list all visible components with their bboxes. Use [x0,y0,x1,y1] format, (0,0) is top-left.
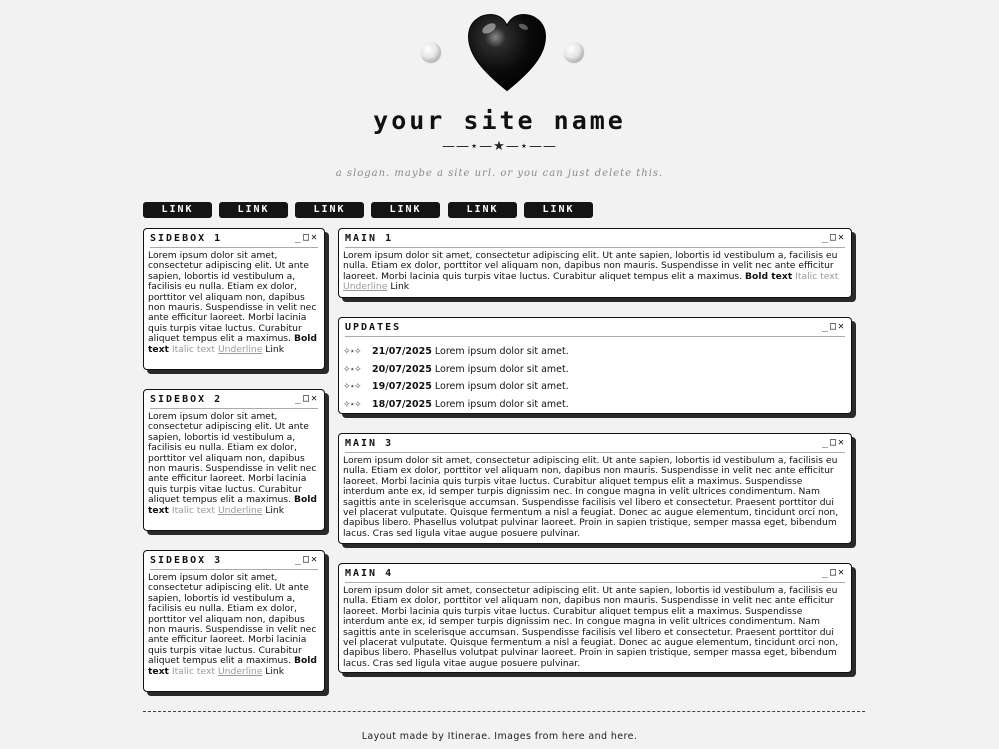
underline-text: Underline [217,343,263,355]
window-controls [821,567,845,579]
text-link[interactable]: Link [265,343,285,355]
update-date: 18/07/2025 [372,398,432,410]
update-item [343,378,845,396]
sidebox-content [148,573,318,677]
maximize-icon[interactable]: □ [829,321,837,332]
update-text: Lorem ipsum dolor sit amet. [434,346,569,357]
pearl-right-icon [564,42,584,62]
window-controls [294,393,318,405]
sparkle-icon: ✧⋆✧ [343,347,361,357]
bold-text: Bold text [148,655,317,677]
sidebox-titlebar [150,555,318,570]
main-3 [338,433,852,544]
window-controls [821,321,845,333]
sidebox-title: SIDEBOX 2 [150,394,223,405]
update-item [343,343,845,361]
main-title: MAIN 4 [345,568,394,579]
sparkle-icon: ✧⋆✧ [343,399,361,410]
minimize-icon[interactable]: _ [821,321,829,332]
star-divider: ——⋆—★—⋆—— [442,139,557,154]
underline-text: Underline [217,504,263,516]
main-text: Lorem ipsum dolor sit amet, consectetur adipiscing elit. Ut ante sapien, lobortis id vestibulum a, facilisis eu nulla. Etiam ex dolor, porttitor vel aliquam non, dapibus non mauris. Suspendisse in velit nec ante efficitur laoreet. Morbi lacinia quis turpis vitae luctus. Curabitur aliquet tempus elit a maximus. Suspendisse interdum ante ex, id semper turpis dignissim nec. In congue magna in velit ultrices condimentum. Nam sagittis ante in scelerisque accumsan. Suspendisse facilisis vel libero et consectetur. Praesent porttitor dui vel placerat vulputate. Quisque fermentum a nisl a feugiat. Donec ac augue elementum, tincidunt orci non, dapibus libero. Phasellus volutpat pulvinar laoreet. Proin in sapien tristique, semper massa eget, bibendum lacus. Cras sed ligula vitae augue posuere pulvinar. [343,455,839,539]
update-text: Lorem ipsum dolor sit amet. [434,398,569,410]
main-content [343,456,845,539]
bold-text: Bold text [148,333,317,355]
maximize-icon[interactable]: □ [829,567,837,578]
sidebox-title: SIDEBOX 1 [150,233,223,244]
footer-divider [143,711,865,712]
minimize-icon[interactable]: _ [821,567,829,578]
update-item [343,396,845,414]
close-icon[interactable]: ✕ [837,321,845,332]
update-date: 20/07/2025 [372,363,432,375]
main-title: MAIN 3 [345,438,394,449]
italic-text: Italic text [795,270,839,282]
maximize-icon[interactable]: □ [302,393,310,404]
close-icon[interactable]: ✕ [310,393,318,404]
minimize-icon[interactable]: _ [821,232,829,243]
update-date: 21/07/2025 [372,346,432,357]
sidebox-1 [143,228,325,370]
pearl-left-icon [421,42,441,62]
bold-text: Bold text [148,494,317,516]
sidebox-text: Lorem ipsum dolor sit amet, consectetur adipiscing elit. Ut ante sapien, lobortis id vestibulum a, facilisis eu nulla. Etiam ex dolor, porttitor vel aliquam non, dapibus non mauris. Suspendisse in velit nec ante efficitur laoreet. Morbi lacinia quis turpis vitae luctus. Curabitur aliquet tempus elit a maximus. [148,572,317,667]
sidebox-content [148,412,318,516]
site-slogan: a slogan. maybe a site url. or you can just delete this. [335,168,664,179]
text-link[interactable]: Link [265,665,285,677]
nav-link-3[interactable]: LINK [295,202,364,218]
update-text: Lorem ipsum dolor sit amet. [434,363,569,375]
text-link[interactable]: Link [390,281,410,293]
close-icon[interactable]: ✕ [310,232,318,243]
sidebox-text: Lorem ipsum dolor sit amet, consectetur adipiscing elit. Ut ante sapien, lobortis id vestibulum a, facilisis eu nulla. Etiam ex dolor, porttitor vel aliquam non, dapibus non mauris. Suspendisse in velit nec ante efficitur laoreet. Morbi lacinia quis turpis vitae luctus. Curabitur aliquet tempus elit a maximus. [148,250,317,345]
nav-link-5[interactable]: LINK [448,202,517,218]
sidebox-text: Lorem ipsum dolor sit amet, consectetur adipiscing elit. Ut ante sapien, lobortis id vestibulum a, facilisis eu nulla. Etiam ex dolor, porttitor vel aliquam non, dapibus non mauris. Suspendisse in velit nec ante efficitur laoreet. Morbi lacinia quis turpis vitae luctus. Curabitur aliquet tempus elit a maximus. [148,411,317,506]
window-controls [294,232,318,244]
site-title: your site name [373,106,626,135]
sidebox-content [148,251,318,355]
sidebox-3 [143,550,325,692]
italic-text: Italic text [171,665,216,677]
updates-title: UPDATES [345,322,402,333]
sidebox-title: SIDEBOX 3 [150,555,223,566]
minimize-icon[interactable]: _ [294,393,302,404]
underline-text: Underline [343,281,388,293]
maximize-icon[interactable]: □ [829,232,837,243]
update-text: Lorem ipsum dolor sit amet. [434,381,569,392]
sidebox-titlebar [150,394,318,409]
main-1 [338,228,852,298]
window-controls [294,554,318,566]
main-title: MAIN 1 [345,233,394,244]
main-content [343,586,845,669]
main-titlebar [345,568,845,583]
underline-text: Underline [217,665,263,677]
updates-box [338,317,852,414]
italic-text: Italic text [171,504,216,516]
sidebox-titlebar [150,233,318,248]
nav-link-6[interactable]: LINK [524,202,593,218]
bold-text: Bold text [745,270,793,282]
main-text: Lorem ipsum dolor sit amet, consectetur adipiscing elit. Ut ante sapien, lobortis id vestibulum a, facilisis eu nulla. Etiam ex dolor, porttitor vel aliquam non, dapibus non mauris. Suspendisse in velit nec ante efficitur laoreet. Morbi lacinia quis turpis vitae luctus. Curabitur aliquet tempus elit a maximus. Suspendisse interdum ante ex, id semper turpis dignissim nec. In congue magna in velit ultrices condimentum. Nam sagittis ante in scelerisque accumsan. Suspendisse facilisis vel libero et consectetur. Praesent porttitor dui vel placerat vulputate. Quisque fermentum a nisl a feugiat. Donec ac augue elementum, tincidunt orci non, dapibus libero. Phasellus volutpat pulvinar laoreet. Proin in sapien tristique, semper massa eget, bibendum lacus. Cras sed ligula vitae augue posuere pulvinar. [343,585,839,669]
close-icon[interactable]: ✕ [837,567,845,578]
minimize-icon[interactable]: _ [821,437,829,448]
main-titlebar [345,438,845,453]
maximize-icon[interactable]: □ [829,437,837,448]
update-date: 19/07/2025 [372,381,432,392]
site-footer: Layout made by Itinerae. Images from here and here. [361,731,638,742]
text-link[interactable]: Link [265,504,285,516]
site-header [0,0,999,200]
close-icon[interactable]: ✕ [837,437,845,448]
minimize-icon[interactable]: _ [294,554,302,565]
nav-link-2[interactable]: LINK [219,202,288,218]
nav-link-1[interactable]: LINK [143,202,212,218]
close-icon[interactable]: ✕ [837,232,845,243]
nav-link-4[interactable]: LINK [371,202,440,218]
updates-titlebar [345,322,845,337]
main-titlebar [345,233,845,248]
updates-list [343,343,845,413]
main-4 [338,563,852,673]
sidebox-2 [143,389,325,531]
window-controls [821,437,845,449]
update-item [343,361,845,379]
sparkle-icon: ✧⋆✧ [343,382,361,392]
maximize-icon[interactable]: □ [302,232,310,243]
sparkle-icon: ✧⋆✧ [343,364,361,375]
italic-text: Italic text [171,343,216,355]
main-text: Lorem ipsum dolor sit amet, consectetur adipiscing elit. Ut ante sapien, lobortis id vestibulum a, facilisis eu nulla. Etiam ex dolor, porttitor vel aliquam non, dapibus non mauris. Suspendisse in velit nec ante efficitur laoreet. Morbi lacinia quis turpis vitae luctus. Curabitur aliquet tempus elit a maximus. [343,250,838,282]
main-content [343,251,845,293]
window-controls [821,232,845,244]
maximize-icon[interactable]: □ [302,554,310,565]
minimize-icon[interactable]: _ [294,232,302,243]
close-icon[interactable]: ✕ [310,554,318,565]
heart-icon [466,12,548,94]
